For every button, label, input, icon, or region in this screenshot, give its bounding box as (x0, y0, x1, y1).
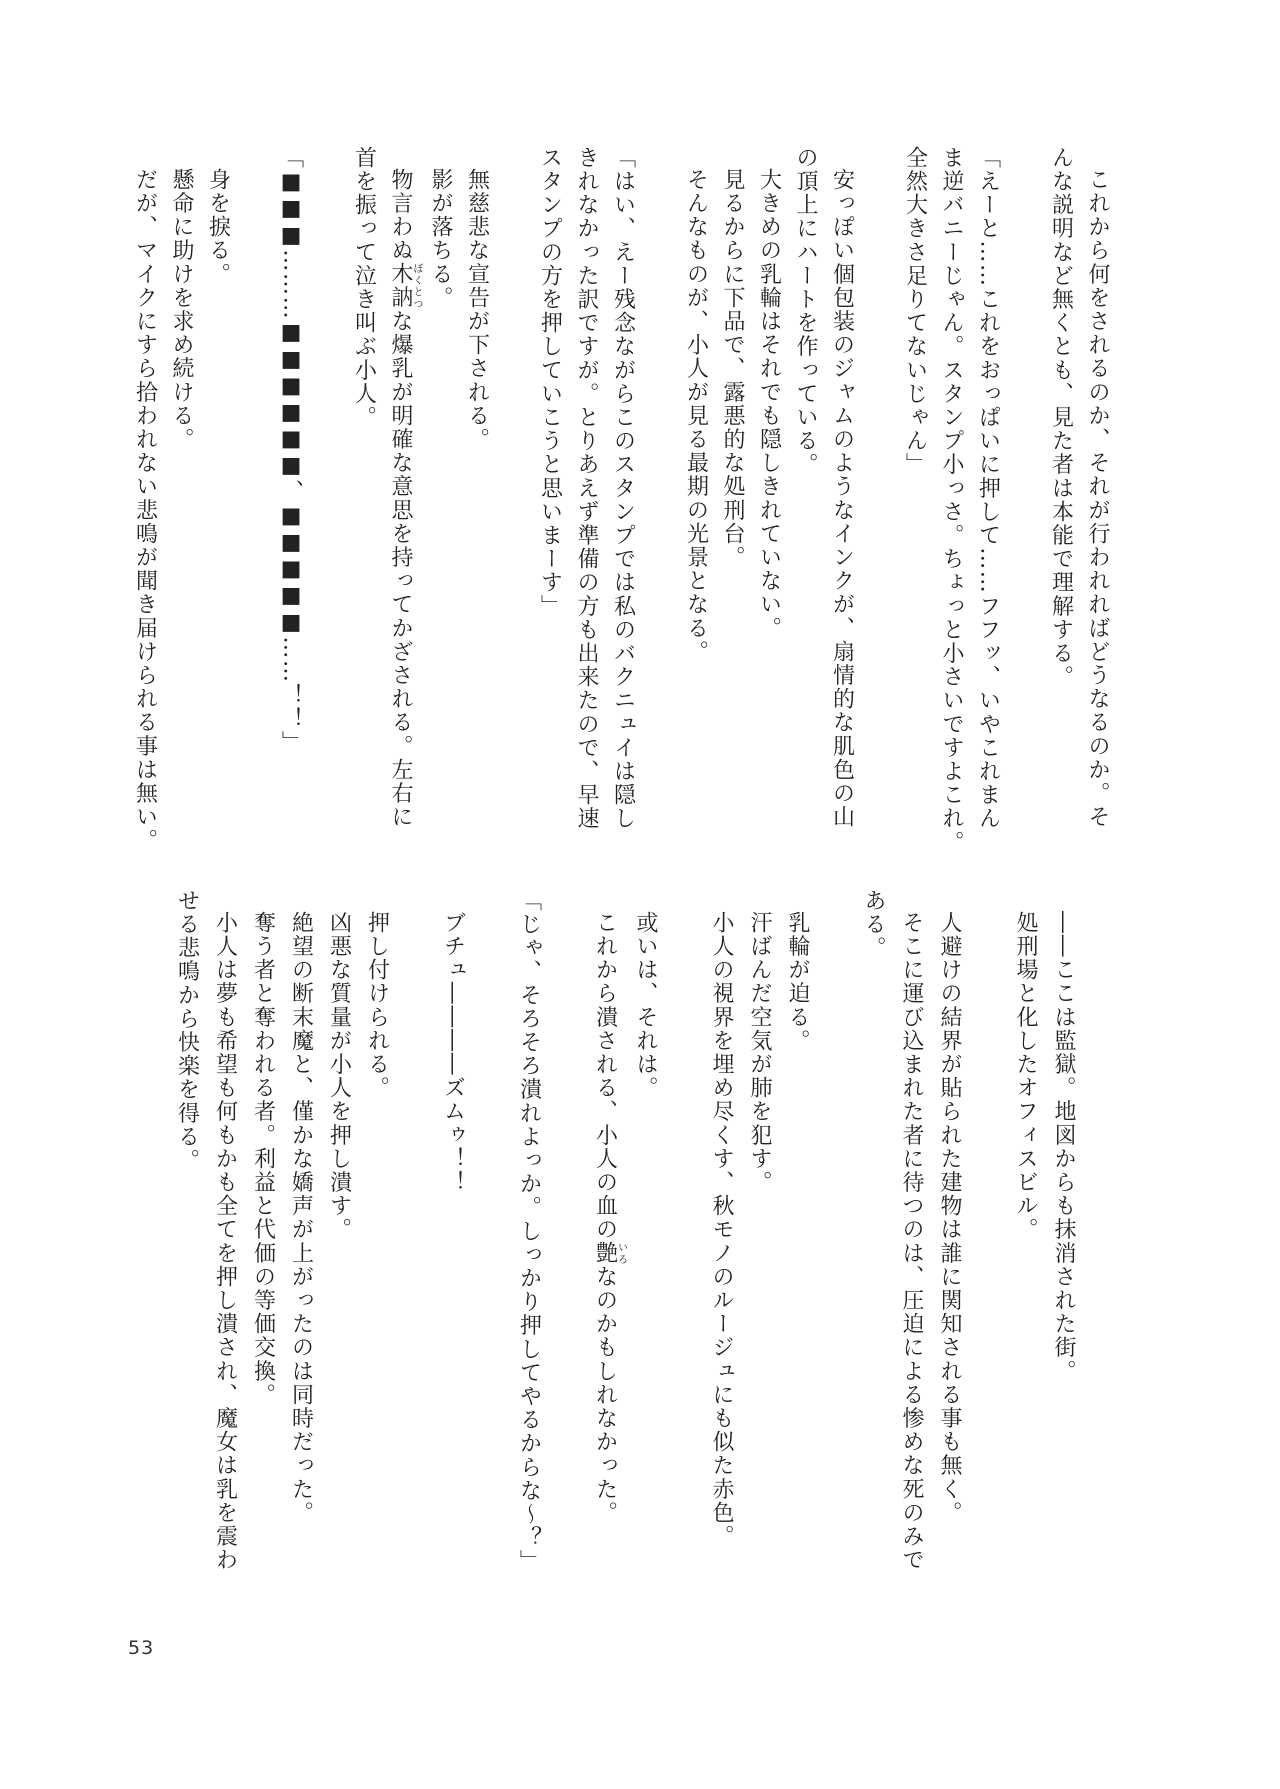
text-line: 大きめの乳輪はそれでも隠しきれていない。 (756, 168, 782, 640)
text-line: 絶望の断末魔と、僅かな嬌声が上がったのは同時だった。 (288, 911, 314, 1525)
blank-line (664, 889, 702, 1549)
text-line: 無慈悲な宣告が下される。 (464, 168, 490, 452)
text-line: 凶悪な質量が小人を押し潰す。 (326, 911, 352, 1242)
text-line: ――ここは監獄。地図からも抹消された街。 (1051, 911, 1076, 1383)
blank-line (1006, 146, 1043, 846)
dialogue-line: 「じゃ、そろそろ潰れよっか。しっかり押してやるからな～？」 (516, 889, 542, 1574)
dialogue-line: ま逆バニーじゃん。スタンプ小っさ。ちょっと小さいですよこれ。 (939, 146, 964, 854)
text-line: ある。 (861, 889, 886, 960)
text-line: 小人の視界を埋め尽くす、秋モノのルージュにも似た赤色。 (709, 911, 734, 1549)
dialogue-line: きれなかった訳ですが。とりあえず準備の方も出来たので、早速 (574, 146, 599, 831)
text-segment: これから潰される、小人の血の (592, 911, 618, 1242)
ruby-word (388, 262, 422, 310)
sound-effect-line: ブチュ――――ズムゥ！！ (440, 911, 466, 1195)
blank-line (495, 146, 532, 846)
blank-line (641, 146, 678, 846)
text-line: 人避けの結界が貼られた建物は誰に関知される事も無く。 (937, 911, 962, 1525)
text-line: 乳輪が迫る。 (785, 911, 810, 1053)
ruby-reading: ぼくとつ (411, 262, 422, 310)
blank-line (548, 889, 586, 1549)
text-block-bottom (168, 889, 1083, 1574)
text-line: 見るからに下品で、露悪的な処刑台。 (720, 168, 745, 570)
blank-line (968, 889, 1006, 1549)
text-line-with-ruby (586, 889, 627, 1549)
ruby-base: 艶 (592, 1241, 618, 1266)
text-line: そんなものが、小人が見る最期の光景となる。 (683, 168, 709, 664)
blank-line (472, 889, 510, 1549)
text-line: 汗ばんだ空気が肺を犯す。 (747, 911, 772, 1195)
blank-line (860, 146, 897, 846)
ruby-base: 木訥 (388, 262, 413, 310)
text-line-with-ruby (382, 146, 422, 846)
text-segment: なのかもしれなかった。 (592, 1265, 618, 1525)
text-line: の頂上にハートを作っている。 (793, 146, 818, 477)
text-line: 安っぽい個包装のジャムのようなインクが、扇情的な肌色の山 (829, 168, 855, 829)
text-block-top (126, 146, 1115, 854)
ruby-word (592, 1241, 627, 1266)
text-segment: な爆乳が明確な意思を持ってかざされる。左右に (388, 309, 413, 829)
blank-line (396, 889, 434, 1549)
ruby-reading: いろ (615, 1241, 627, 1265)
text-line: 或いは、それは。 (633, 911, 658, 1100)
text-line: せる悲鳴から快楽を得る。 (174, 889, 200, 1173)
text-line: 小人は夢も希望も何もかも全てを押し潰され、魔女は乳を震わ (212, 911, 238, 1572)
dialogue-line: 「えーと……これをおっぱいに押して……フフッ、いやこれまん (975, 146, 1001, 831)
blank-line (236, 146, 273, 846)
text-segment: 物言わぬ (388, 168, 413, 263)
dialogue-line: スタンプの方を押していこうと思いまーす」 (537, 146, 563, 618)
dialogue-line: 「はい、えー残念ながらこのスタンプでは私のバクニュイは隠し (610, 146, 636, 831)
text-line: 押し付けられる。 (364, 911, 390, 1100)
text-line: 処刑場と化したオフィスビル。 (1013, 911, 1038, 1242)
blank-line (816, 889, 854, 1549)
text-line: そこに運び込まれた者に待つのは、圧迫による惨めな死のみで (899, 911, 924, 1572)
blank-line (309, 146, 346, 846)
text-line: んな説明など無くとも、見た者は本能で理解する。 (1048, 146, 1074, 689)
page-number: 53 (128, 1637, 155, 1659)
text-line: これから何をされるのか、それが行われればどうなるのか。そ (1085, 168, 1110, 829)
text-line: 首を振って泣き叫ぶ小人。 (351, 146, 377, 430)
dialogue-line: 全然大きさ足りてないじゃん」 (902, 146, 928, 477)
text-line: 身を捩る。 (205, 168, 231, 286)
text-line: だが、マイクにすら拾われない悲鳴が聞き届けられる事は無い。 (132, 168, 158, 853)
text-line: 懸命に助けを求め続ける。 (169, 168, 194, 452)
censored-dialogue-line: 「■■■………■■■■■■、■■■■■……！！」 (278, 146, 304, 755)
text-line: 影が落ちる。 (428, 168, 453, 310)
text-line: 奪う者と奪われる者。利益と代価の等価交換。 (250, 911, 276, 1407)
